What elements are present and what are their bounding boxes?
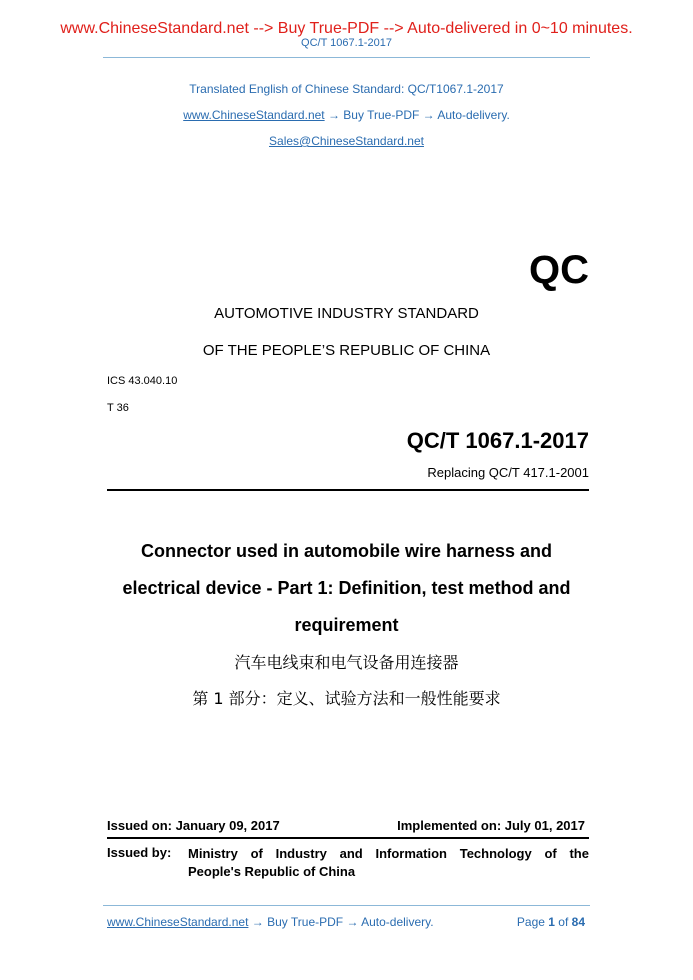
purchase-text: → Buy True-PDF → Auto-delivery.: [324, 108, 510, 122]
standard-type-line1: AUTOMOTIVE INDUSTRY STANDARD: [214, 305, 479, 322]
page-number: 1: [548, 915, 555, 929]
chinese-title-2: 第 1 部分：定义、试验方法和一般性能要求: [192, 689, 501, 708]
email-line: [0, 134, 693, 148]
dates-divider: [107, 837, 589, 839]
footer-site-link[interactable]: www.ChineseStandard.net: [107, 915, 249, 929]
classification-code: T 36: [107, 402, 129, 414]
issuer-line-2: People's Republic of China: [188, 864, 356, 879]
chinese-title-1: 汽车电线束和电气设备用连接器: [234, 653, 459, 672]
issuer-word: Technology: [459, 846, 532, 861]
issued-by-label: Issued by:: [107, 845, 172, 860]
replacing-note: Replacing QC/T 417.1-2001: [427, 465, 589, 480]
purchase-line: [0, 108, 693, 122]
issuer-word: and: [339, 846, 363, 861]
issuer-word: of: [544, 846, 557, 861]
issuer-word: the: [569, 846, 589, 861]
issuer-line-1: [188, 845, 589, 863]
title-line-1: Connector used in automobile wire harness and: [140, 541, 553, 561]
site-link[interactable]: www.ChineseStandard.net: [183, 108, 325, 122]
ics-code: ICS 43.040.10: [107, 375, 178, 387]
page-label: Page: [516, 915, 549, 929]
title-line-3: requirement: [294, 615, 399, 635]
footer-divider: [103, 905, 590, 906]
implemented-date: Implemented on: July 01, 2017: [397, 818, 585, 833]
email-link[interactable]: Sales@ChineseStandard.net: [269, 134, 424, 148]
issuer-word: Industry: [275, 846, 327, 861]
header-standard-code: QC/T 1067.1-2017: [301, 37, 392, 49]
page-indicator: [517, 915, 585, 929]
top-banner[interactable]: www.ChineseStandard.net --> Buy True-PDF --> Auto-delivered in 0~10 minutes.: [60, 20, 633, 37]
qc-mark: QC: [529, 248, 589, 292]
header-divider: [103, 57, 590, 58]
footer-purchase-line: [107, 915, 434, 929]
page-of-label: of: [554, 915, 572, 929]
translation-note: Translated English of Chinese Standard: QC/T1067.1-2017: [189, 82, 504, 96]
page-total: 84: [571, 915, 585, 929]
issuer-word: Ministry: [188, 846, 238, 861]
issued-date: Issued on: January 09, 2017: [107, 818, 280, 833]
standard-number: QC/T 1067.1-2017: [406, 428, 589, 453]
title-line-2: electrical device - Part 1: Definition, test method and: [122, 578, 571, 598]
issuer-name: [188, 845, 589, 881]
standard-type-line2: OF THE PEOPLE’S REPUBLIC OF CHINA: [202, 342, 491, 359]
footer-purchase-text: → Buy True-PDF → Auto-delivery.: [248, 915, 434, 929]
issuer-word: of: [250, 846, 263, 861]
issuer-word: Information: [375, 846, 447, 861]
masthead-divider: [107, 489, 589, 491]
